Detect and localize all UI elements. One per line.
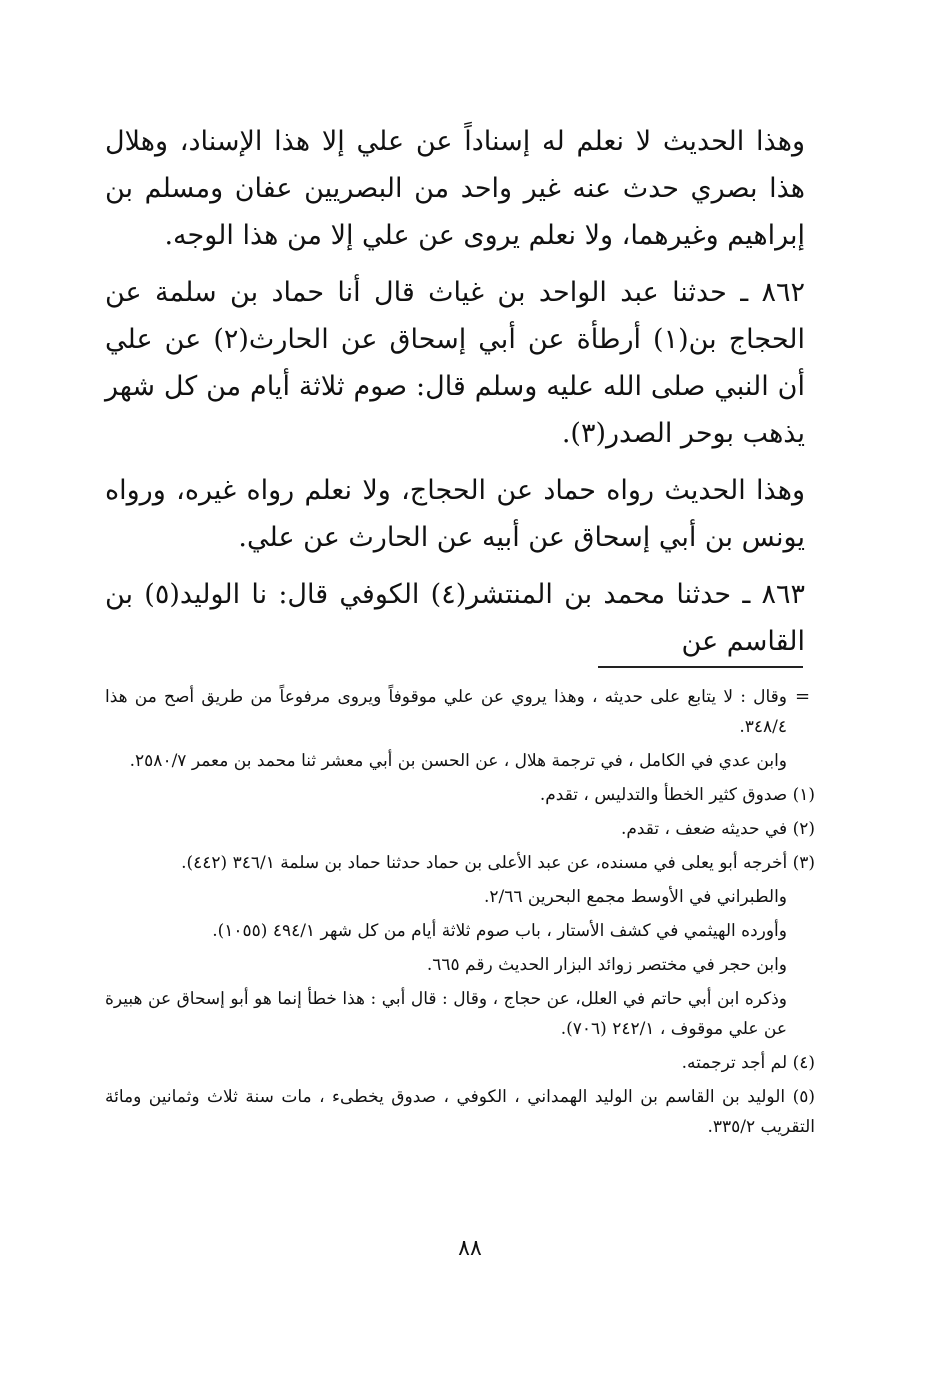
- footnotes: [105, 682, 815, 1146]
- main-text: [105, 118, 805, 675]
- hadith-862: ٨٦٢ ـ حدثنا عبد الواحد بن غياث قال أنا حماد بن سلمة عن الحجاج بن(١) أرطأة عن أبي إسحاق عن الحارث(٢) عن علي أن النبي صلى الله عليه وسلم قال: صوم ثلاثة أيام من كل شهر يذهب بوحر الصدر(٣).: [105, 277, 805, 449]
- footnote-3: (٣) أخرجه أبو يعلى في مسنده، عن عبد الأعلى بن حماد حدثنا حماد بن سلمة ٣٤٦/١ (٤٤٢).: [181, 853, 815, 873]
- footnote-3-line-2: والطبراني في الأوسط مجمع البحرين ٢/٦٦.: [483, 887, 787, 907]
- hadith-863: ٨٦٣ ـ حدثنا محمد بن المنتشر(٤) الكوفي قال: نا الوليد(٥) بن القاسم عن: [105, 579, 805, 657]
- footnote-4: (٤) لم أجد ترجمته.: [681, 1053, 815, 1073]
- footnote-continuation-1: وقال : لا يتابع على حديثه ، وهذا يروي عن علي موقوفاً ويروى مرفوعاً من طريق أصح من هذا ٣٤٨/٤.: [105, 687, 787, 737]
- footnote-1: (١) صدوق كثير الخطأ والتدليس ، تقدم.: [539, 785, 815, 805]
- continuation-mark: =: [795, 686, 811, 707]
- footnote-2: (٢) في حديثه ضعف ، تقدم.: [620, 819, 815, 839]
- footnote-continuation-2: وابن عدي في الكامل ، في ترجمة هلال ، عن الحسن بن أبي معشر ثنا محمد بن معمر ٢٥٨٠/٧.: [129, 751, 787, 771]
- footnote-divider: [598, 666, 803, 668]
- footnote-3-line-3: وأورده الهيثمي في كشف الأستار ، باب صوم ثلاثة أيام من كل شهر ٤٩٤/١ (١٠٥٥).: [212, 921, 787, 941]
- footnote-3-line-5: وذكره ابن أبي حاتم في العلل، عن حجاج ، وقال : قال أبي : هذا خطأ إنما هو أبو إسحاق عن هبيرة عن علي موقوف ، ٢٤٢/١ (٧٠٦).: [105, 989, 787, 1039]
- footnote-3-line-4: وابن حجر في مختصر زوائد البزار الحديث رقم ٦٦٥.: [426, 955, 787, 975]
- paragraph-3: وهذا الحديث رواه حماد عن الحجاج، ولا نعلم رواه غيره، ورواه يونس بن أبي إسحاق عن أبيه عن الحارث عن علي.: [105, 475, 805, 553]
- footnote-5: (٥) الوليد بن القاسم بن الوليد الهمداني ، الكوفي ، صدوق يخطىء ، مات سنة ثلاث وثمانين ومائة التقريب ٣٣٥/٢.: [105, 1087, 815, 1137]
- paragraph-1: وهذا الحديث لا نعلم له إسناداً عن علي إلا هذا الإسناد، وهلال هذا بصري حدث عنه غير واحد من البصريين عفان ومسلم بن إبراهيم وغيرهما، ولا نعلم يروى عن علي إلا من هذا الوجه.: [105, 126, 805, 251]
- page-number: ٨٨: [458, 1236, 482, 1261]
